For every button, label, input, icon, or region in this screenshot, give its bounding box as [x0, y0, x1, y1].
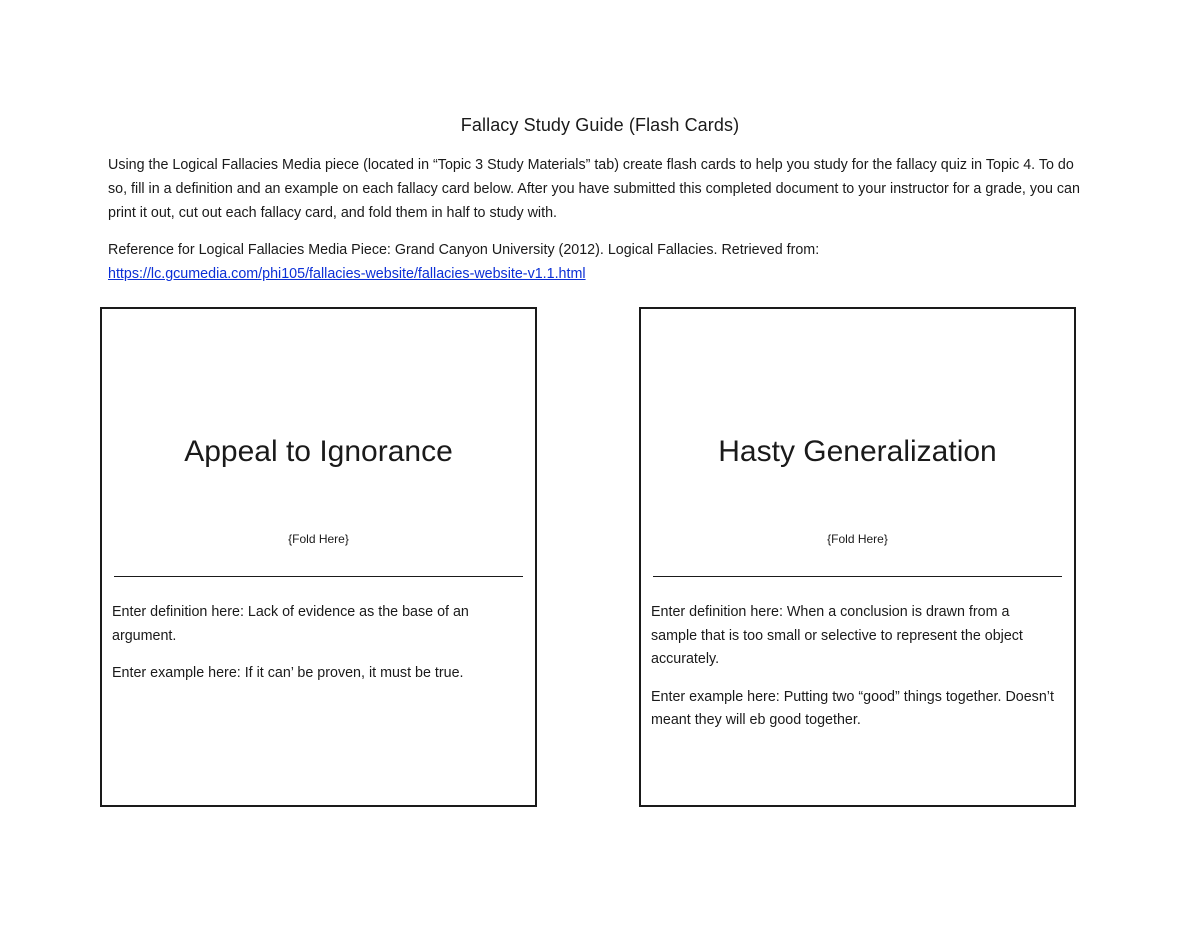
card-body — [651, 601, 1056, 747]
fold-label: {Fold Here} — [827, 532, 888, 546]
flash-card-hasty-generalization — [639, 307, 1076, 807]
reference-link[interactable]: https://lc.gcumedia.com/phi105/fallacies-website/fallacies-website-v1.1.html — [108, 266, 586, 282]
card-example: Enter example here: Putting two “good” things together. Doesn’t meant they will eb good together. — [651, 688, 1054, 728]
card-title: Appeal to Ignorance — [184, 435, 453, 468]
reference-label: Reference for Logical Fallacies Media Piece: Grand Canyon University (2012). Logical Fallacies. Retrieved from: — [108, 242, 820, 258]
page-title: Fallacy Study Guide (Flash Cards) — [460, 115, 740, 135]
flash-card-appeal-to-ignorance — [100, 307, 537, 807]
instructions-paragraph: Using the Logical Fallacies Media piece (located in “Topic 3 Study Materials” tab) create flash cards to help you study for the fallacy quiz in Topic 4. To do so, fill in a definition and an example on each fallacy card below. After you have submitted this completed document to your instructor for a grade, you can print it out, cut out each fallacy card, and fold them in half to study with. — [108, 157, 1080, 221]
card-definition: Enter definition here: When a conclusion is drawn from a sample that is too small or selective to represent the object accurately. — [651, 604, 1023, 667]
fold-label: {Fold Here} — [288, 532, 349, 546]
fold-line-divider — [653, 576, 1062, 577]
reference-paragraph — [108, 238, 1084, 286]
card-body — [112, 601, 517, 700]
card-title: Hasty Generalization — [718, 435, 997, 468]
fold-line-divider — [114, 576, 523, 577]
card-definition: Enter definition here: Lack of evidence as the base of an argument. — [112, 604, 469, 644]
card-example: Enter example here: If it can’ be proven, it must be true. — [112, 665, 464, 681]
